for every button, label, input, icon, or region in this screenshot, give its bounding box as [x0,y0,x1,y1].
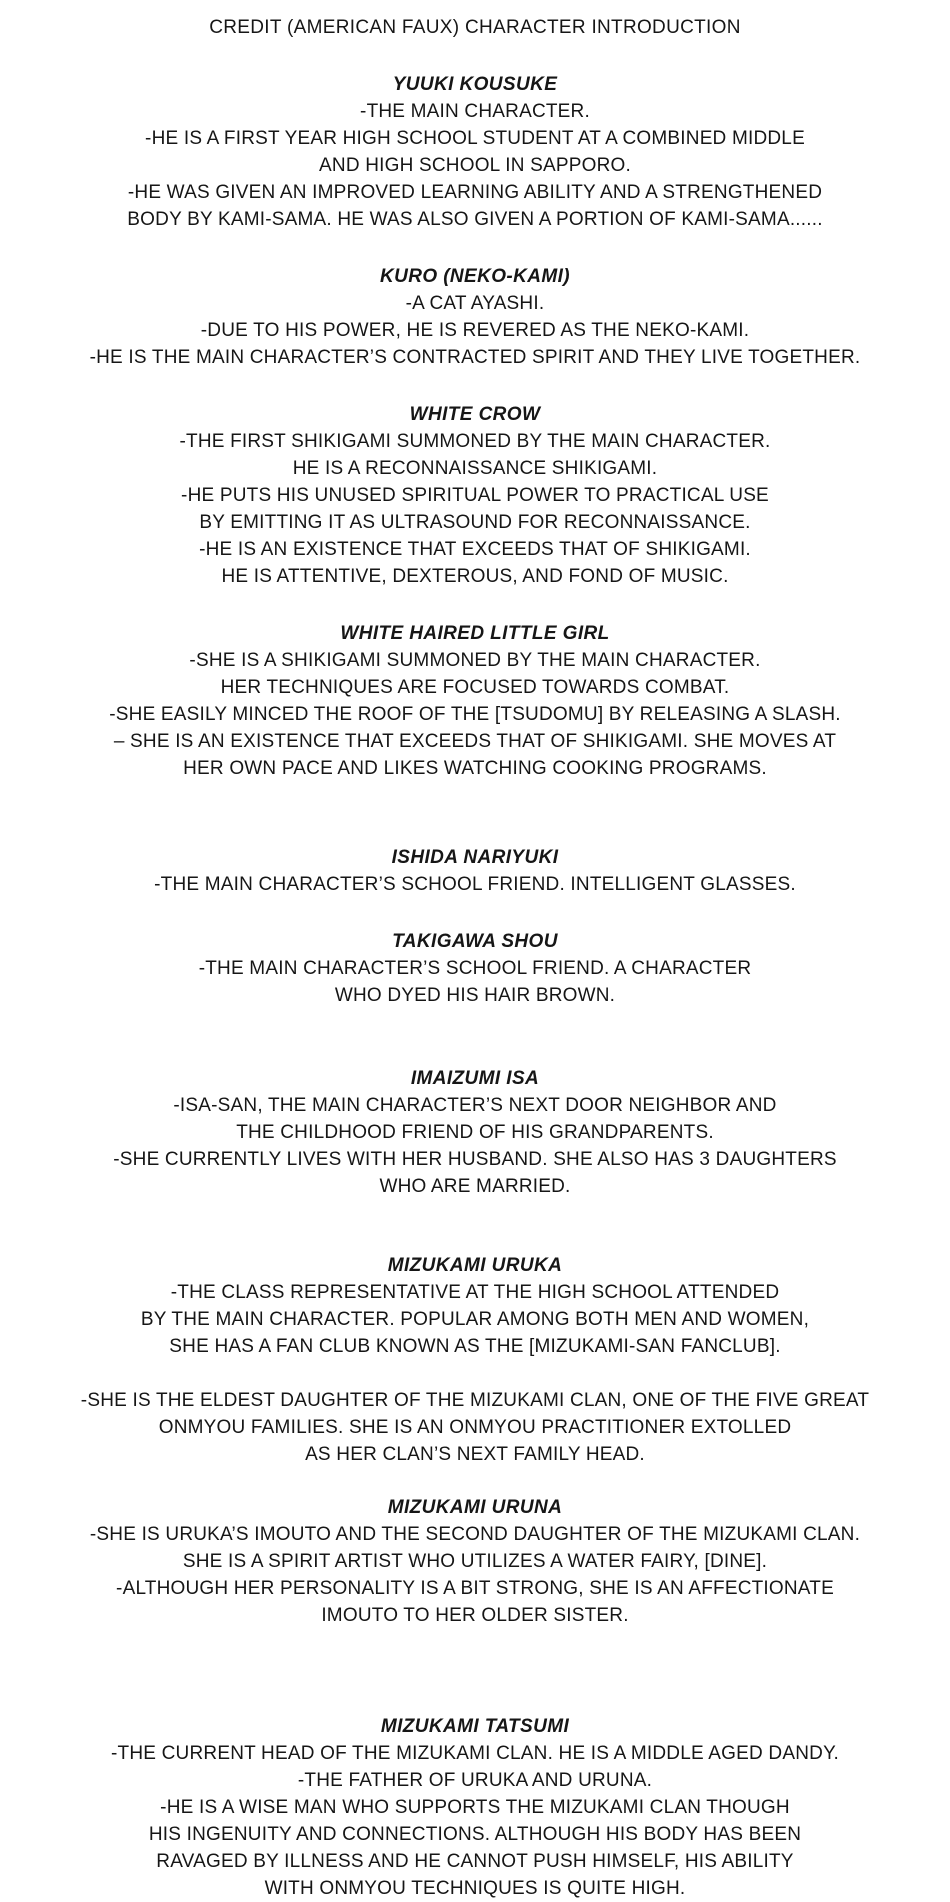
character-name-heading: YUUKI KOUSUKE [392,74,558,95]
description-line: HIS INGENUITY AND CONNECTIONS. ALTHOUGH HIS BODY HAS BEEN [148,1824,802,1845]
description-line: SHE HAS A FAN CLUB KNOWN AS THE [MIZUKAMI-SAN FANCLUB]. [169,1336,781,1357]
page-title: CREDIT (AMERICAN FAUX) CHARACTER INTRODUCTION [209,17,741,38]
description-line: -DUE TO HIS POWER, HE IS REVERED AS THE NEKO-KAMI. [200,320,750,341]
description-line: -THE CLASS REPRESENTATIVE AT THE HIGH SCHOOL ATTENDED [170,1282,780,1303]
description-line: -HE PUTS HIS UNUSED SPIRITUAL POWER TO PRACTICAL USE [181,485,769,506]
description-line: WHO DYED HIS HAIR BROWN. [334,985,616,1006]
character-name-heading: ISHIDA NARIYUKI [391,847,559,868]
description-line: -HE WAS GIVEN AN IMPROVED LEARNING ABILITY AND A STRENGTHENED [127,182,823,203]
description-line: -SHE EASILY MINCED THE ROOF OF THE [TSUDOMU] BY RELEASING A SLASH. [109,704,841,725]
description-line: -SHE CURRENTLY LIVES WITH HER HUSBAND. SHE ALSO HAS 3 DAUGHTERS [113,1149,837,1170]
description-line: -ISA-SAN, THE MAIN CHARACTER’S NEXT DOOR NEIGHBOR AND [173,1095,777,1116]
section-kuro-neko-kami [0,263,950,371]
description-line: -THE MAIN CHARACTER’S SCHOOL FRIEND. INTELLIGENT GLASSES. [154,874,796,895]
description-line: THE CHILDHOOD FRIEND OF HIS GRANDPARENTS. [236,1122,714,1143]
description-line: -SHE IS THE ELDEST DAUGHTER OF THE MIZUKAMI CLAN, ONE OF THE FIVE GREAT [80,1390,870,1411]
description-line: -THE FIRST SHIKIGAMI SUMMONED BY THE MAIN CHARACTER. [179,431,771,452]
description-line: WHO ARE MARRIED. [379,1176,571,1197]
description-line: -THE MAIN CHARACTER. [360,101,590,122]
description-line: -THE CURRENT HEAD OF THE MIZUKAMI CLAN. HE IS A MIDDLE AGED DANDY. [111,1743,839,1764]
character-name-heading: WHITE CROW [409,404,541,425]
description-line: BY THE MAIN CHARACTER. POPULAR AMONG BOTH MEN AND WOMEN, [140,1309,810,1330]
description-line: BY EMITTING IT AS ULTRASOUND FOR RECONNAISSANCE. [199,512,751,533]
description-line: -ALTHOUGH HER PERSONALITY IS A BIT STRONG, SHE IS AN AFFECTIONATE [116,1578,834,1599]
description-line: RAVAGED BY ILLNESS AND HE CANNOT PUSH HIMSELF, HIS ABILITY [156,1851,794,1872]
character-sections-container [0,71,950,1902]
character-name-heading: MIZUKAMI URUKA [387,1255,563,1276]
description-line: -SHE IS A SHIKIGAMI SUMMONED BY THE MAIN CHARACTER. [189,650,761,671]
section-mizukami-tatsumi [0,1713,950,1902]
description-line: -HE IS A WISE MAN WHO SUPPORTS THE MIZUKAMI CLAN THOUGH [160,1797,790,1818]
description-line: -A CAT AYASHI. [405,293,545,314]
description-line: BODY BY KAMI-SAMA. HE WAS ALSO GIVEN A PORTION OF KAMI-SAMA...... [127,209,823,230]
description-line: HER OWN PACE AND LIKES WATCHING COOKING PROGRAMS. [183,758,767,779]
description-line: -HE IS AN EXISTENCE THAT EXCEEDS THAT OF SHIKIGAMI. [199,539,751,560]
section-white-crow [0,401,950,590]
section-ishida-nariyuki [0,844,950,898]
description-line: SHE IS A SPIRIT ARTIST WHO UTILIZES A WATER FAIRY, [DINE]. [182,1551,768,1572]
description-line: -HE IS A FIRST YEAR HIGH SCHOOL STUDENT AT A COMBINED MIDDLE [145,128,805,149]
section-imaizumi-isa [0,1065,950,1200]
section-mizukami-uruna [0,1494,950,1629]
description-line: – SHE IS AN EXISTENCE THAT EXCEEDS THAT OF SHIKIGAMI. SHE MOVES AT [113,731,837,752]
character-name-heading: IMAIZUMI ISA [410,1068,540,1089]
section-mizukami-uruka [0,1252,950,1468]
blank-line [0,1360,950,1387]
description-line: AS HER CLAN’S NEXT FAMILY HEAD. [305,1444,645,1465]
character-name-heading: TAKIGAWA SHOU [392,931,558,952]
description-line: WITH ONMYOU TECHNIQUES IS QUITE HIGH. [264,1878,686,1899]
description-line: -SHE IS URUKA’S IMOUTO AND THE SECOND DAUGHTER OF THE MIZUKAMI CLAN. [89,1524,861,1545]
description-line: AND HIGH SCHOOL IN SAPPORO. [319,155,631,176]
section-white-haired-little-girl [0,620,950,782]
character-name-heading: MIZUKAMI URUNA [387,1497,563,1518]
character-name-heading: WHITE HAIRED LITTLE GIRL [340,623,610,644]
description-line: -THE FATHER OF URUKA AND URUNA. [297,1770,653,1791]
character-name-heading: MIZUKAMI TATSUMI [380,1716,570,1737]
description-line: IMOUTO TO HER OLDER SISTER. [321,1605,629,1626]
section-yuuki-kousuke [0,71,950,233]
character-name-heading: KURO (NEKO-KAMI) [379,266,571,287]
description-line: ONMYOU FAMILIES. SHE IS AN ONMYOU PRACTITIONER EXTOLLED [158,1417,792,1438]
description-line: HE IS ATTENTIVE, DEXTEROUS, AND FOND OF MUSIC. [221,566,729,587]
description-line: -HE IS THE MAIN CHARACTER’S CONTRACTED SPIRIT AND THEY LIVE TOGETHER. [89,347,861,368]
description-line: -THE MAIN CHARACTER’S SCHOOL FRIEND. A CHARACTER [198,958,752,979]
description-line: HE IS A RECONNAISSANCE SHIKIGAMI. [292,458,658,479]
description-line: HER TECHNIQUES ARE FOCUSED TOWARDS COMBAT. [220,677,730,698]
section-takigawa-shou [0,928,950,1009]
